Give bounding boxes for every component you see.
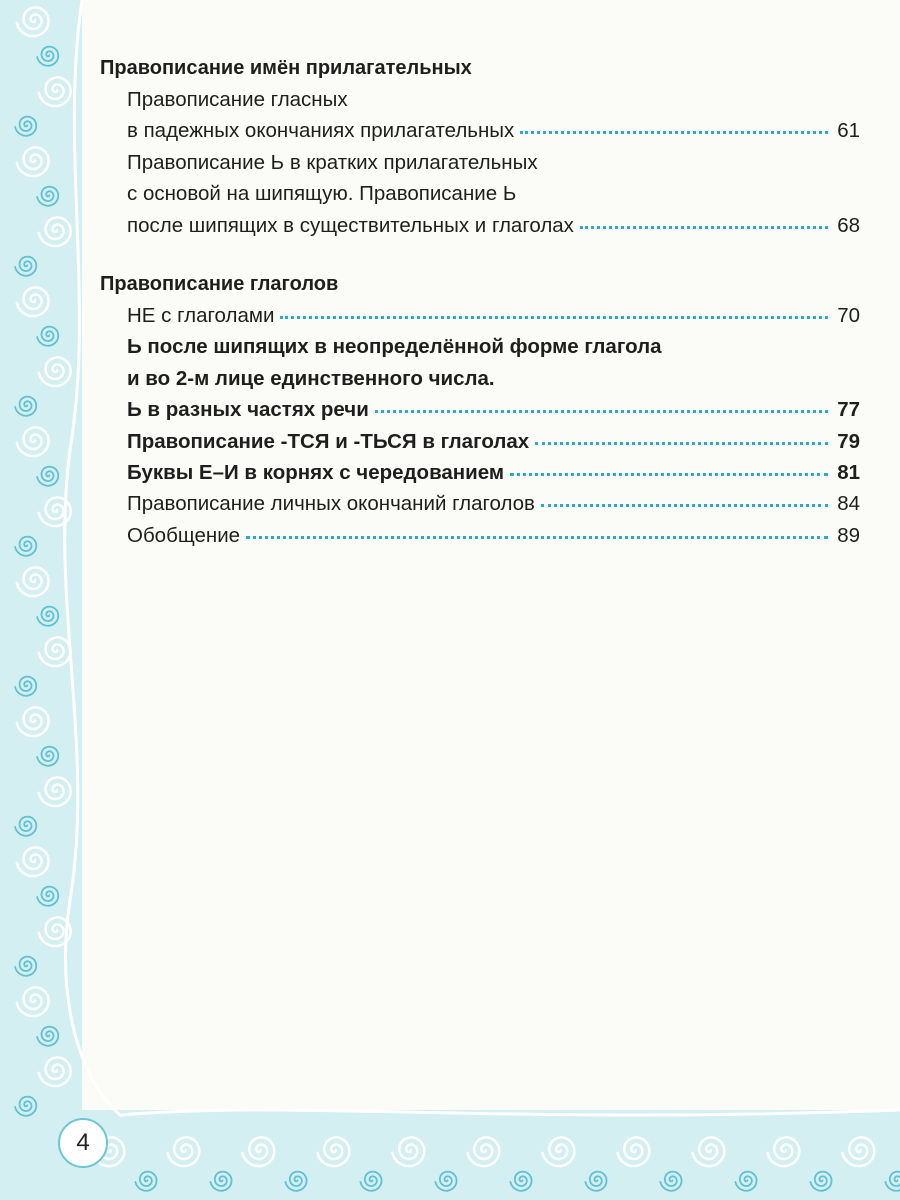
page-ref: 79 [837,429,860,453]
entry-text: Правописание Ь в кратких прилагательных [127,150,538,174]
dot-leader [375,410,828,413]
toc-entry-line [127,331,860,362]
page-ref: 70 [837,304,860,328]
toc-entry-line [127,178,860,209]
entry-text: в падежных окончаниях прилагательных [127,119,515,143]
entry-text: и во 2-м лице единственного числа. [127,366,495,390]
toc-entry-line [127,488,860,519]
page-ref: 81 [837,461,860,485]
page-ref: 89 [837,523,860,547]
toc-entry-line [127,210,860,241]
entry-text: с основой на шипящую. Правописание Ь [127,182,517,206]
dot-leader [535,442,828,445]
entry-text: Правописание -ТСЯ и -ТЬСЯ в глаголах [127,429,530,453]
toc-entry-line [127,457,860,488]
entry-text: НЕ с глаголами [127,304,275,328]
toc-entry-line [127,147,860,178]
entry-text: Обобщение [127,523,241,547]
dot-leader [510,473,828,476]
entry-text: Правописание гласных [127,88,348,111]
toc-entry-line [127,115,860,146]
entry-text: после шипящих в существительных и глаголах [127,213,574,237]
entry-text: Буквы Е–И в корнях с чередованием [127,461,505,485]
entry-text: Ь в разных частях речи [127,398,369,422]
page-number: 4 [58,1118,108,1168]
toc-entry-line [127,426,860,457]
dot-leader [580,226,828,229]
page-ref: 84 [837,492,860,516]
entry-text: Ь после шипящих в неопределённой форме глагола [127,335,662,359]
section-heading: Правописание имён прилагательных [100,57,472,79]
entry-text: Правописание личных окончаний глаголов [127,492,535,516]
toc-entry-line [127,394,860,425]
toc-entry-line [127,84,860,115]
dot-leader [246,536,828,539]
section-gap [100,241,860,268]
dot-leader [280,316,828,319]
page-ref: 68 [837,213,860,237]
page-ref: 77 [837,398,860,422]
toc-entry-line [127,363,860,394]
toc-entry-line [127,520,860,551]
dot-leader [541,504,828,507]
section-heading: Правописание глаголов [100,273,339,296]
toc-entry-line [127,300,860,331]
table-of-contents [100,52,860,551]
dot-leader [520,131,828,134]
page-ref: 61 [837,119,860,143]
